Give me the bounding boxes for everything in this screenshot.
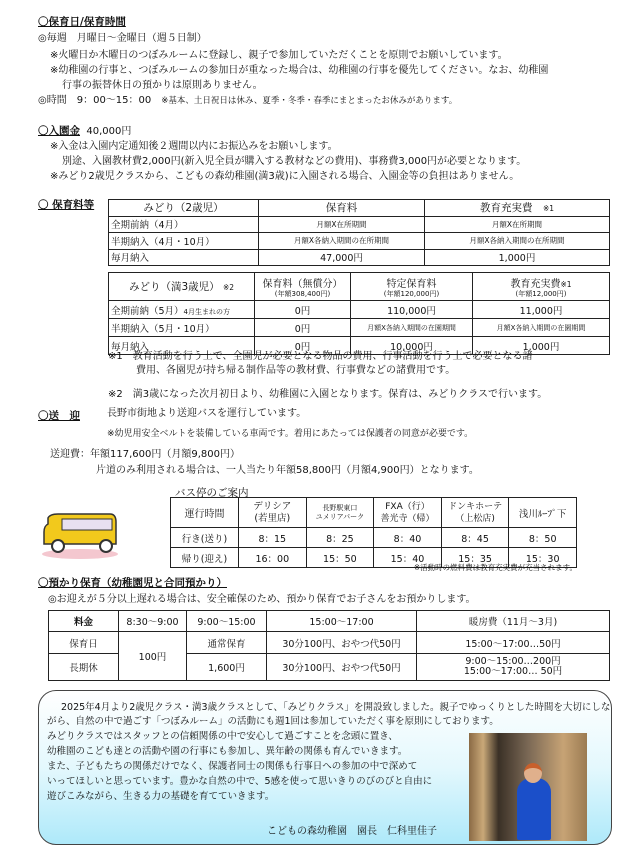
message-line: みどりクラスではスタッフとの信頼関係の中で安心して過ごすことを念頭に置き、 [47,731,398,742]
message-line: また、子どもたちの関係だけでなく、保護者同士の関係も行事日への参加の中で深めて [47,761,418,772]
note: ※2 満3歳になった次月初日より、幼稚園に入園となります。保育は、みどりクラスで行います。 [108,389,548,400]
table-row [109,319,610,337]
text: みどり（2歳児） [143,202,224,215]
table-cell: 9:00～15:00 [187,611,267,632]
table-cell [306,498,374,528]
table-row [49,611,610,632]
note: ※みどり2歳児クラスから、こどもの森幼稚園(満3歳)に入園される場合、入園金等の負担はありません。 [50,171,520,182]
bus-fee: 送迎費：年額117,600円（月額9,800円） [50,449,240,460]
table-row [109,216,610,233]
table-cell: 帰り(迎え) [171,548,239,568]
table-cell: 100円 [119,632,187,681]
note: ※幼児用安全ベルトを装備している車両です。着用にあたっては保護者の同意が必要です。 [107,429,474,439]
table-cell: 保育日 [49,632,119,654]
bus-stop-table [170,497,577,568]
table-cell: 30分100円、おやつ代50円 [267,632,417,654]
message-line: 幼稚園のこども達との活動や園の行事にも参加し、異年齢の関係も育んでいきます。 [47,746,408,757]
text: ※2 [222,283,235,292]
note: 別途、入園教材費2,000円(新入児全員が購入する教材などの費用)、事務費3,000円が必要となります。 [62,156,527,167]
text: みどり（満3歳児） [128,281,220,293]
table-cell: 15：50 [306,548,374,568]
table-cell [441,498,509,528]
section-title-hours: 〇保育日/保育時間 [38,16,126,28]
section-title-entrance-fee: 〇入園金 [38,125,80,137]
table-cell: 10,000円 [351,337,473,355]
table-cell: 運行時間 [171,498,239,528]
section-title-bus: 〇送 迎 [38,410,80,422]
table-cell [109,273,255,301]
table-cell: 15:00～17:00 [267,611,417,632]
text: 全期前納（5月） [111,305,184,317]
table-cell [374,498,442,528]
table-cell [425,200,610,217]
section-title-extended-care: 〇預かり保育（幼稚園児と合同預かり） [38,577,227,589]
bus-stop-title: バス停のご案内 [175,487,249,499]
text: (年額12,000円) [515,289,567,298]
table-cell [109,301,255,319]
bus-info: 長野市街地より送迎バスを運行しています。 [107,408,307,419]
hours [38,93,457,109]
text: ドンキホーテ [448,501,503,512]
extended-care-table [48,610,610,681]
table-cell: 月額X各納入期間の在所期間 [259,233,425,250]
table-cell: 15：35 [441,548,509,568]
table-cell: 長期休 [49,654,119,681]
text: ユメリアパーク [315,512,365,521]
hours-value: ◎時間 9：00～15：00 [38,95,152,106]
section-title-fees: 〇 保育料等 [38,199,95,211]
table-cell: 月額X各納入期間の在園期間 [351,319,473,337]
table-cell: 8：15 [239,528,307,548]
table-cell [417,654,610,681]
table-cell: 全期前納（4月） [109,216,259,233]
table-cell: 8：25 [306,528,374,548]
text: 教育充実費 [479,202,533,215]
table-row [171,528,577,548]
note: ※入金は入園内定通知後２週間以内にお振込みをお願いします。 [50,141,338,152]
text: ※1 [560,279,572,289]
table-cell: 半期納入（5月・10月） [109,319,255,337]
table-cell: 月額X各納入期間の在園期間 [473,319,610,337]
text: 15:00～17:00… 50円 [463,666,563,677]
table-cell: 月額X各納入期間の在所期間 [425,233,610,250]
table-cell: 料金 [49,611,119,632]
text: (年額120,000円) [383,289,440,298]
table-cell: 47,000円 [259,249,425,266]
fee-table-2yo [108,199,610,266]
text: 4月生まれの方 [183,307,231,316]
message-box [38,690,612,845]
table-cell: 毎月納入 [109,337,255,355]
table-cell: 8:30～9:00 [119,611,187,632]
table-row [109,200,610,217]
table-cell: 8：40 [374,528,442,548]
text: 保育料 [325,202,358,215]
text: （上松店) [455,513,495,524]
text: 特定保育料 [386,278,437,290]
hours-note: ※基本、土日祝日は休み、夏季・冬季・春季にまとまったお休みがあります。 [161,96,458,106]
bus-fee-oneway: 片道のみ利用される場合は、一人当たり年額58,800円（月額4,900円）となります。 [96,465,479,476]
table-cell: 15:00～17:00…50円 [417,632,610,654]
text: (若里店) [254,512,291,524]
table-cell: 11,000円 [473,301,610,319]
text: 9:00～15:00…200円 [465,656,561,667]
table-cell [351,273,473,301]
table-cell: 0円 [255,337,351,355]
table-cell: 1,000円 [473,337,610,355]
table-row [109,249,610,266]
text: ※1 [542,204,555,214]
bus-icon [40,512,120,560]
extended-care-info: ◎お迎えが５分以上遅れる場合は、安全確保のため、預かり保育でお子さんをお預かりします。 [48,594,476,605]
note: 費用、各園児が持ち帰る制作品等の教材費、行事費などの諸費用です。 [136,365,456,376]
table-cell: 月額X在所期間 [259,216,425,233]
table-cell: 1,000円 [425,249,610,266]
note: ※1 教育活動を行う上で、全園児が必要となる物品の費用、行事活動を行う上で必要となる諸 [108,351,533,362]
message-line: いってほしいと思っています。豊かな自然の中で、5感を使って思いきりのびのびと自由に [47,776,433,787]
table-cell: 通常保育 [187,632,267,654]
table-cell: 8：45 [441,528,509,548]
text: デリシア [253,500,292,512]
table-cell [239,498,307,528]
table-cell: 半期納入（4月・10月） [109,233,259,250]
text [38,122,131,138]
table-row [109,273,610,301]
table-cell: 1,600円 [187,654,267,681]
weekly-days: ◎毎週 月曜日～金曜日（週５日制） [38,33,207,44]
table-cell: 16：00 [239,548,307,568]
message-line: 遊びこみながら、生きる力の基礎を育てていきます。 [47,791,275,802]
text [524,763,542,783]
text: 保育料（無償分） [262,278,343,290]
table-cell: 行き(送り) [171,528,239,548]
table-cell: 15：40 [374,548,442,568]
table-cell: 月額X在所期間 [425,216,610,233]
table-row [49,632,610,654]
note: ※活動時の燃料費は教育充実費が充当されます。 [413,563,577,572]
table-cell [255,273,351,301]
message-line: がら、自然の中で過ごす「つぼみルーム」の活動にも週1回は参加していただく事を原則にしております。 [47,716,499,727]
header [109,200,259,217]
text: 長野駅東口 [322,503,358,512]
table-cell [473,273,610,301]
table-cell: 0円 [255,301,351,319]
table-cell: 暖房費（11月～3月) [417,611,610,632]
table-cell: 110,000円 [351,301,473,319]
text: (年額308,400円) [274,289,331,298]
signature: こどもの森幼稚園 園長 仁科里佳子 [267,826,437,837]
text: 教育充実費 [510,278,561,290]
table-cell: 15：30 [509,548,577,568]
text: 善光寺（帰） [380,513,435,524]
table-cell: 8：50 [509,528,577,548]
message-line: 2025年4月より2歳児クラス・満3歳クラスとして、「みどりクラス」を開設致しました。親子でゆっくりとした時間を大切にしな [61,702,611,713]
table-cell: 浅川ﾙｰﾌﾟ下 [509,498,577,528]
table-cell: 0円 [255,319,351,337]
note: 行事の振替休日の預かりは原則ありません。 [62,80,263,91]
table-cell: 30分100円、おやつ代50円 [267,654,417,681]
table-row [109,233,610,250]
note: ※幼稚園の行事と、つぼみルームの参加日が重なった場合は、幼稚園の行事を優先してください。なお、幼稚園 [50,65,549,76]
table-row [109,301,610,319]
fee-table-3yo [108,272,610,355]
text: FXA（行） [385,501,430,512]
principal-photo [469,733,587,841]
table-row [171,498,577,528]
text [517,778,551,840]
table-cell: 毎月納入 [109,249,259,266]
note: ※火曜日か木曜日のつぼみルームに登録し、親子で参加していただくことを原則でお願いしています。 [50,50,508,61]
table-cell [259,200,425,217]
entrance-fee: 40,000円 [86,126,132,137]
